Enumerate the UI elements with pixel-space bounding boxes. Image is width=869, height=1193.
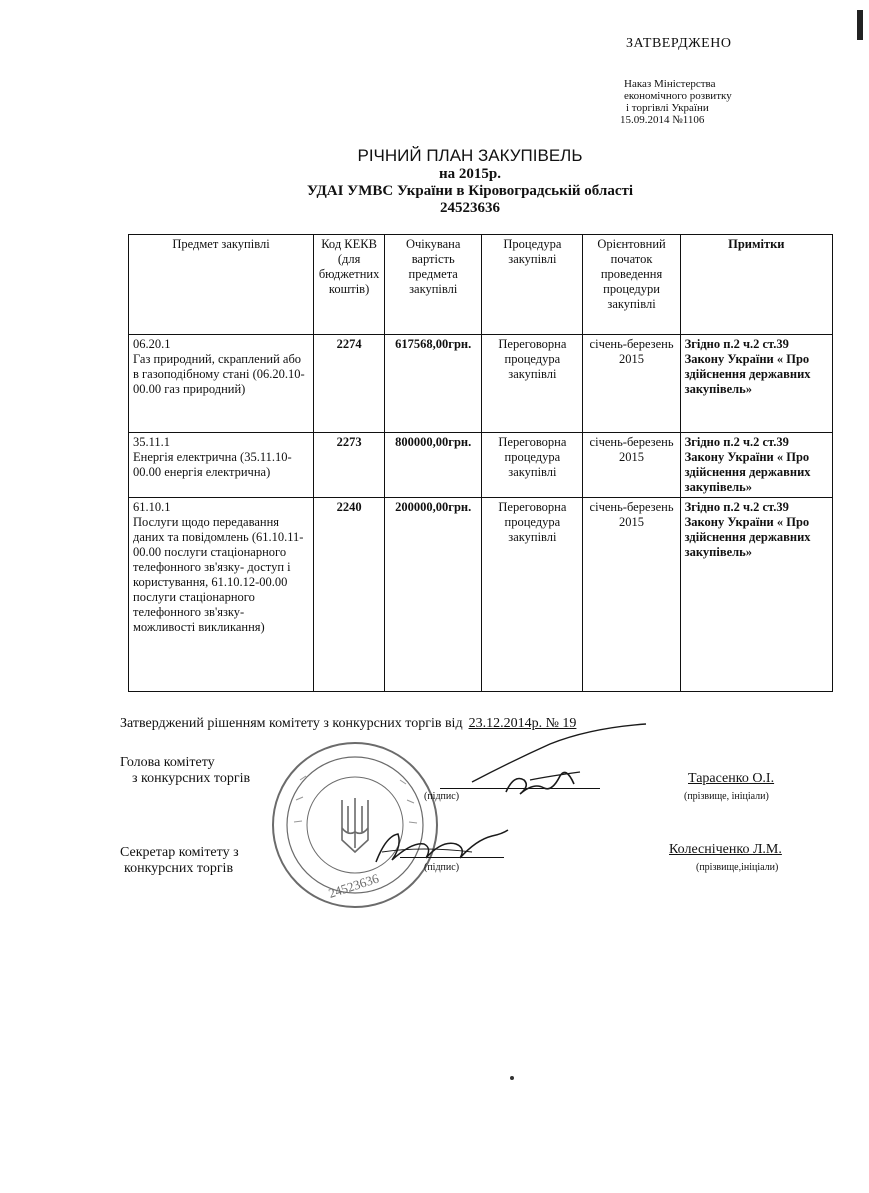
- decision-text: Затверджений рішенням комітету з конкурсних торгів від: [120, 716, 463, 731]
- cell-notes: Згідно п.2 ч.2 ст.39 Закону України « Про здійснення державних закупівель»: [680, 498, 832, 692]
- secretary-label-line2: конкурсних торгів: [124, 861, 234, 876]
- cell-subject: 61.10.1 Послуги щодо передавання даних та повідомлень (61.10.11-00.00 послуги стаціонарного телефонного зв'язку- доступ і користування, 61.10.12-00.00 послуги стаціонарного телефонного зв'язку- можливості викликання): [129, 498, 314, 692]
- title-code: 24523636: [440, 200, 500, 216]
- document-title: [260, 146, 680, 217]
- table-row: [129, 335, 833, 433]
- header-subject: Предмет закупівлі: [129, 235, 314, 335]
- table-row: [129, 433, 833, 498]
- chair-name: Тарасенко О.І.: [688, 771, 775, 786]
- title-year: на 2015р.: [439, 166, 501, 182]
- cell-kekv: 2273: [314, 433, 385, 498]
- table-header-row: [129, 235, 833, 335]
- cell-cost: 617568,00грн.: [385, 335, 482, 433]
- approval-order: [620, 78, 732, 126]
- chair-label-line1: Голова комітету: [120, 755, 215, 770]
- title-org: УДАІ УМВС України в Кіровоградській області: [306, 183, 634, 199]
- table-row: [129, 498, 833, 692]
- header-procedure: Процедура закупівлі: [482, 235, 583, 335]
- order-line: і торгівлі України: [626, 102, 709, 114]
- chair-signature-caption: (підпис): [424, 791, 460, 802]
- order-line: Наказ Міністерства: [624, 78, 716, 90]
- secretary-label: [120, 845, 239, 877]
- cell-procedure: Переговорна процедура закупівлі: [482, 335, 583, 433]
- secretary-signature-caption: (підпис): [424, 862, 460, 873]
- cell-start: січень-березень 2015: [583, 433, 680, 498]
- cell-notes: Згідно п.2 ч.2 ст.39 Закону України « Про здійснення державних закупівель»: [680, 433, 832, 498]
- header-start: Орієнтовний початок проведення процедури закупівлі: [583, 235, 680, 335]
- trident-emblem-icon: [342, 798, 368, 852]
- stamp-code: 24523636: [326, 870, 381, 901]
- cell-subject: 06.20.1 Газ природний, скраплений або в газоподібному стані (06.20.10-00.00 газ природний): [129, 335, 314, 433]
- scan-artifact: [857, 10, 863, 40]
- procurement-table: [128, 234, 833, 692]
- cell-cost: 800000,00грн.: [385, 433, 482, 498]
- scan-artifact: [510, 1076, 514, 1080]
- chair-name-caption: (прізвище, ініціали): [684, 791, 769, 802]
- cell-notes: Згідно п.2 ч.2 ст.39 Закону України « Про здійснення державних закупівель»: [680, 335, 832, 433]
- cell-kekv: 2274: [314, 335, 385, 433]
- cell-procedure: Переговорна процедура закупівлі: [482, 498, 583, 692]
- secretary-name-caption: (прізвище,ініціали): [696, 862, 779, 873]
- approval-heading: ЗАТВЕРДЖЕНО: [626, 36, 732, 51]
- header-kekv: Код КЕКВ (для бюджетних коштів): [314, 235, 385, 335]
- secretary-signature: [372, 822, 512, 872]
- chair-signature: [470, 722, 650, 804]
- order-line: економічного розвитку: [624, 90, 732, 102]
- header-notes: Примітки: [680, 235, 832, 335]
- cell-kekv: 2240: [314, 498, 385, 692]
- decision-date-number: 23.12.2014р. № 19: [468, 716, 577, 731]
- chair-label-line2: з конкурсних торгів: [132, 771, 251, 786]
- header-cost: Очікувана вартість предмета закупівлі: [385, 235, 482, 335]
- cell-subject: 35.11.1 Енергія електрична (35.11.10-00.00 енергія електрична): [129, 433, 314, 498]
- cell-start: січень-березень 2015: [583, 335, 680, 433]
- cell-start: січень-березень 2015: [583, 498, 680, 692]
- title-main: РІЧНИЙ ПЛАН ЗАКУПІВЕЛЬ: [357, 146, 583, 165]
- secretary-label-line1: Секретар комітету з: [120, 845, 239, 860]
- chair-label: [120, 755, 250, 787]
- order-line: 15.09.2014 №1106: [620, 114, 705, 126]
- cell-procedure: Переговорна процедура закупівлі: [482, 433, 583, 498]
- secretary-name: Колесніченко Л.М.: [669, 842, 782, 857]
- cell-cost: 200000,00грн.: [385, 498, 482, 692]
